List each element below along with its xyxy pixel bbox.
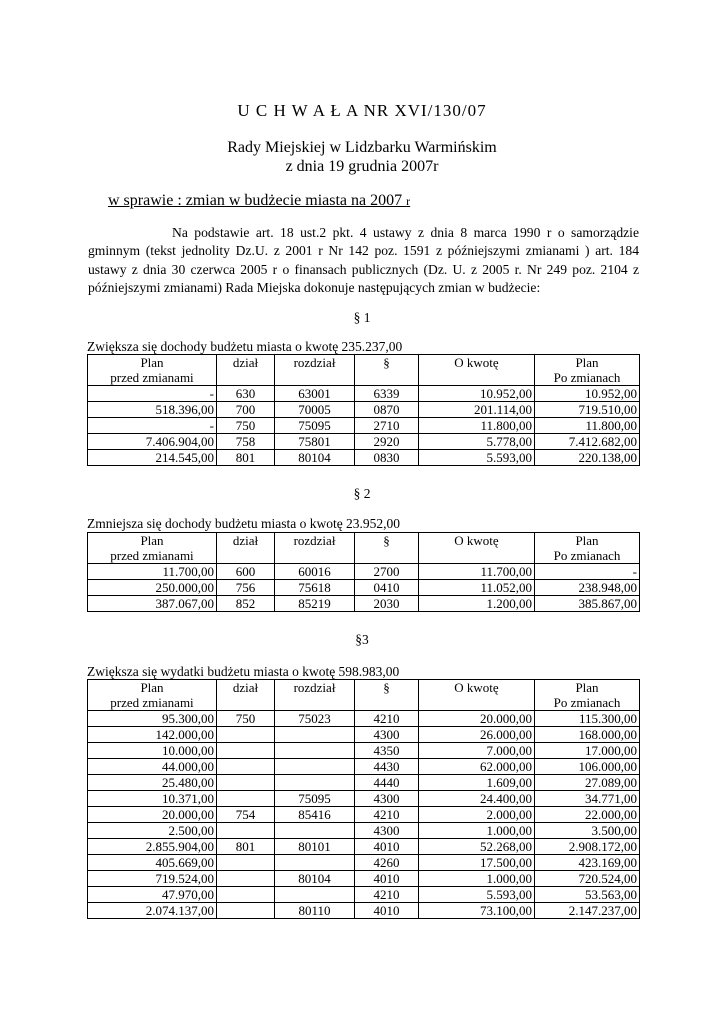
resolution-date: z dnia 19 grudnia 2007r [285,158,439,175]
cell-dzial: 750 [217,418,275,434]
col-rozdzial: rozdział [275,355,355,386]
cell-kwota: 24.400,00 [419,791,535,807]
cell-paragraph: 0410 [355,580,419,596]
section-2-caption: Zmniejsza się dochody budżetu miasta o kwotę 23.952,00 [87,516,401,531]
cell-rozdzial: 60016 [275,564,355,580]
col-plan-before-sub: przed zmianami [88,695,217,711]
cell-rozdzial: 85219 [275,596,355,612]
cell-kwota: 10.952,00 [419,386,535,402]
col-paragraph: § [355,680,419,711]
cell-plan-before: 95.300,00 [88,711,217,727]
cell-plan-after: 2.908.172,00 [535,839,640,855]
cell-paragraph: 4210 [355,807,419,823]
table-row [88,823,640,839]
table-row [88,711,640,727]
cell-paragraph: 4210 [355,887,419,903]
col-kwota: O kwotę [419,533,535,564]
table-row [88,759,640,775]
cell-rozdzial [275,775,355,791]
col-plan-before: Plan [88,355,217,371]
cell-plan-before: 11.700,00 [88,564,217,580]
cell-plan-before: 405.669,00 [88,855,217,871]
cell-kwota: 62.000,00 [419,759,535,775]
cell-paragraph: 4260 [355,855,419,871]
cell-plan-before: 250.000,00 [88,580,217,596]
cell-plan-after: 22.000,00 [535,807,640,823]
cell-dzial: 758 [217,434,275,450]
cell-kwota: 5.778,00 [419,434,535,450]
intro-paragraph: Na podstawie art. 18 ust.2 pkt. 4 ustawy z dnia 8 marca 1990 r o samorządzie gminnym (tekst jednolity Dz.U. z 2001 r Nr 142 poz. 1591 z późniejszymi zmianami ) art. 184 ustawy z dnia 30 czerwca 2005 r o finansach publicznych (Dz. U. z 2005 r. Nr 249 poz. 2104 z późniejszymi zmianami) Rada Miejska dokonuje następujących zmian w budżecie: [88,225,639,296]
cell-plan-before: 518.396,00 [88,402,217,418]
subject-main: w sprawie : zmian w budżecie miasta na 2007 [108,192,407,209]
section-3-sign: §3 [355,632,369,647]
cell-dzial: 801 [217,839,275,855]
cell-dzial [217,903,275,919]
cell-kwota: 5.593,00 [419,887,535,903]
cell-plan-before: 47.970,00 [88,887,217,903]
cell-plan-after: 720.524,00 [535,871,640,887]
cell-plan-before: 2.500,00 [88,823,217,839]
col-rozdzial: rozdział [275,680,355,711]
col-plan-after-sub: Po zmianach [535,695,640,711]
cell-paragraph: 0870 [355,402,419,418]
cell-plan-before: 20.000,00 [88,807,217,823]
cell-dzial: 750 [217,711,275,727]
col-plan-before-sub: przed zmianami [88,370,217,386]
cell-paragraph: 4010 [355,871,419,887]
cell-kwota: 1.000,00 [419,823,535,839]
section-2-table [87,532,640,612]
cell-dzial: 754 [217,807,275,823]
cell-paragraph: 6339 [355,386,419,402]
cell-rozdzial: 75023 [275,711,355,727]
cell-paragraph: 4440 [355,775,419,791]
col-paragraph: § [355,533,419,564]
cell-rozdzial [275,887,355,903]
cell-dzial [217,759,275,775]
cell-dzial: 756 [217,580,275,596]
table-row [88,903,640,919]
section-3-table [87,679,640,919]
cell-plan-before: 719.524,00 [88,871,217,887]
cell-rozdzial: 75095 [275,418,355,434]
table-row [88,871,640,887]
table-row [88,775,640,791]
section-2-sign: § 2 [353,486,371,501]
cell-paragraph: 4010 [355,839,419,855]
cell-plan-before: 10.000,00 [88,743,217,759]
cell-plan-before: 387.067,00 [88,596,217,612]
cell-plan-before: 214.545,00 [88,450,217,466]
cell-plan-before: 2.074.137,00 [88,903,217,919]
cell-paragraph: 2030 [355,596,419,612]
cell-rozdzial [275,743,355,759]
cell-plan-after: 11.800,00 [535,418,640,434]
cell-plan-after: 168.000,00 [535,727,640,743]
cell-plan-after: 719.510,00 [535,402,640,418]
cell-paragraph: 4300 [355,791,419,807]
cell-kwota: 11.700,00 [419,564,535,580]
cell-paragraph: 4350 [355,743,419,759]
col-dzial: dział [217,680,275,711]
cell-plan-after: 220.138,00 [535,450,640,466]
cell-plan-after: 385.867,00 [535,596,640,612]
cell-kwota: 2.000,00 [419,807,535,823]
cell-kwota: 17.500,00 [419,855,535,871]
cell-plan-after: 423.169,00 [535,855,640,871]
table-row [88,743,640,759]
section-1-caption: Zwiększa się dochody budżetu miasta o kwotę 235.237,00 [87,339,403,354]
cell-plan-before: - [88,418,217,434]
col-plan-before: Plan [88,680,217,696]
cell-rozdzial: 75095 [275,791,355,807]
cell-paragraph: 2710 [355,418,419,434]
cell-kwota: 1.200,00 [419,596,535,612]
table-row [88,580,640,596]
cell-plan-before: 10.371,00 [88,791,217,807]
col-plan-before: Plan [88,533,217,549]
cell-kwota: 52.268,00 [419,839,535,855]
cell-paragraph: 4300 [355,727,419,743]
cell-kwota: 7.000,00 [419,743,535,759]
cell-plan-after: 53.563,00 [535,887,640,903]
cell-plan-after: 17.000,00 [535,743,640,759]
cell-paragraph: 4430 [355,759,419,775]
cell-plan-before: - [88,386,217,402]
cell-plan-after: 238.948,00 [535,580,640,596]
table-row [88,596,640,612]
cell-kwota: 1.000,00 [419,871,535,887]
cell-kwota: 20.000,00 [419,711,535,727]
cell-rozdzial: 75618 [275,580,355,596]
cell-kwota: 201.114,00 [419,402,535,418]
cell-rozdzial: 63001 [275,386,355,402]
cell-dzial: 852 [217,596,275,612]
cell-rozdzial [275,855,355,871]
cell-dzial: 700 [217,402,275,418]
cell-kwota: 5.593,00 [419,450,535,466]
table-row [88,434,640,450]
table-row [88,727,640,743]
table-row [88,450,640,466]
cell-dzial [217,775,275,791]
col-plan-before-sub: przed zmianami [88,548,217,564]
cell-paragraph: 4300 [355,823,419,839]
cell-dzial [217,855,275,871]
cell-plan-after: 2.147.237,00 [535,903,640,919]
col-plan-after-sub: Po zmianach [535,370,640,386]
table-row [88,402,640,418]
cell-dzial [217,791,275,807]
section-3-caption: Zwiększa się wydatki budżetu miasta o kwotę 598.983,00 [87,664,400,679]
cell-plan-after: 106.000,00 [535,759,640,775]
council-name: Rady Miejskiej w Lidzbarku Warmińskim [227,139,497,156]
cell-dzial [217,727,275,743]
cell-paragraph: 4010 [355,903,419,919]
cell-plan-after: 34.771,00 [535,791,640,807]
cell-rozdzial: 80104 [275,450,355,466]
resolution-title: U C H W A Ł A NR XVI/130/07 [237,101,487,120]
col-dzial: dział [217,355,275,386]
cell-rozdzial: 80104 [275,871,355,887]
cell-kwota: 1.609,00 [419,775,535,791]
resolution-subject [108,192,410,210]
table-row [88,386,640,402]
cell-kwota: 73.100,00 [419,903,535,919]
col-kwota: O kwotę [419,680,535,711]
table-row [88,564,640,580]
col-plan-after: Plan [535,355,640,371]
cell-rozdzial [275,823,355,839]
col-plan-after: Plan [535,533,640,549]
cell-dzial [217,743,275,759]
table-row [88,418,640,434]
cell-plan-before: 44.000,00 [88,759,217,775]
col-dzial: dział [217,533,275,564]
col-plan-after: Plan [535,680,640,696]
cell-plan-after: 7.412.682,00 [535,434,640,450]
cell-rozdzial [275,727,355,743]
cell-rozdzial: 85416 [275,807,355,823]
cell-dzial [217,887,275,903]
cell-plan-after: 27.089,00 [535,775,640,791]
cell-kwota: 11.052,00 [419,580,535,596]
table-row [88,839,640,855]
cell-plan-before: 142.000,00 [88,727,217,743]
cell-dzial: 630 [217,386,275,402]
cell-rozdzial: 80110 [275,903,355,919]
cell-rozdzial: 75801 [275,434,355,450]
cell-dzial [217,823,275,839]
table-row [88,855,640,871]
cell-plan-before: 2.855.904,00 [88,839,217,855]
cell-rozdzial: 70005 [275,402,355,418]
col-plan-after-sub: Po zmianach [535,548,640,564]
cell-dzial: 801 [217,450,275,466]
section-1-table [87,354,640,466]
cell-paragraph: 4210 [355,711,419,727]
cell-plan-after: 3.500,00 [535,823,640,839]
cell-rozdzial [275,759,355,775]
table-row [88,791,640,807]
cell-plan-after: 10.952,00 [535,386,640,402]
cell-dzial: 600 [217,564,275,580]
cell-rozdzial: 80101 [275,839,355,855]
cell-plan-before: 7.406.904,00 [88,434,217,450]
cell-kwota: 26.000,00 [419,727,535,743]
cell-paragraph: 2920 [355,434,419,450]
col-kwota: O kwotę [419,355,535,386]
col-rozdzial: rozdział [275,533,355,564]
col-paragraph: § [355,355,419,386]
cell-plan-after: - [535,564,640,580]
cell-paragraph: 0830 [355,450,419,466]
cell-plan-after: 115.300,00 [535,711,640,727]
cell-dzial [217,871,275,887]
cell-plan-before: 25.480,00 [88,775,217,791]
cell-kwota: 11.800,00 [419,418,535,434]
section-1-sign: § 1 [353,310,371,325]
subject-tail: r [406,194,411,208]
table-row [88,807,640,823]
table-row [88,887,640,903]
cell-paragraph: 2700 [355,564,419,580]
